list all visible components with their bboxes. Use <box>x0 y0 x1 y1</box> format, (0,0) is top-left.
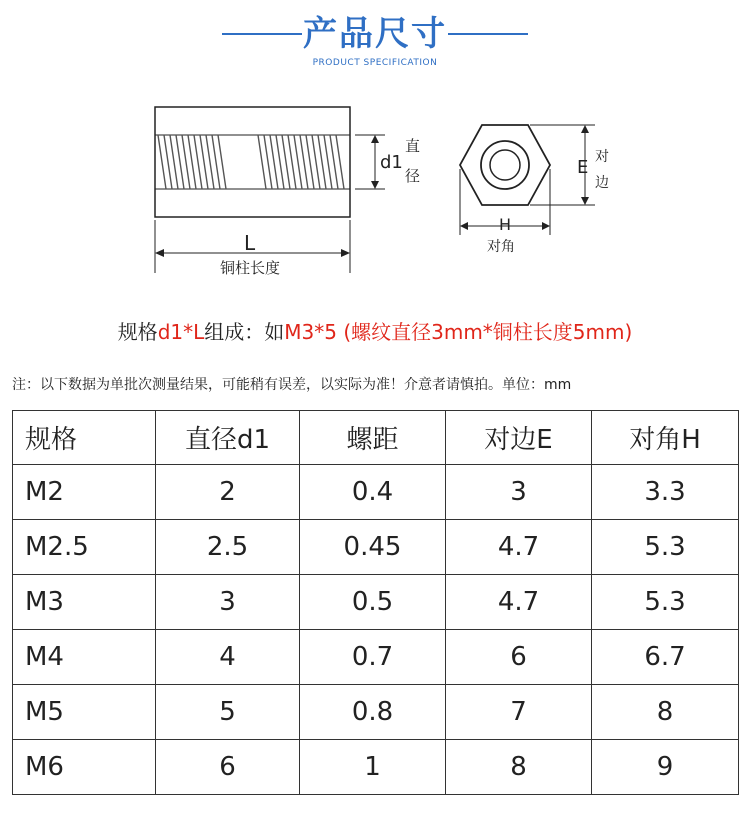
h-label: H <box>499 215 512 234</box>
cell-corner: 5.3 <box>592 575 739 630</box>
spec-middle: 组成：如 <box>204 320 285 344</box>
cell-flat: 7 <box>446 685 592 740</box>
table-row <box>13 740 739 795</box>
table-row <box>13 685 739 740</box>
cell-spec: M2.5 <box>13 520 156 575</box>
spec-format-line <box>0 316 750 345</box>
header-corner: 对角H <box>592 411 739 465</box>
cell-diameter: 3 <box>156 575 300 630</box>
cell-pitch: 0.5 <box>300 575 446 630</box>
header-diameter: 直径d1 <box>156 411 300 465</box>
cell-pitch: 0.45 <box>300 520 446 575</box>
cell-corner: 5.3 <box>592 520 739 575</box>
spec-prefix: 规格 <box>117 320 158 344</box>
cell-spec: M2 <box>13 465 156 520</box>
l-text: 铜柱长度 <box>220 259 281 277</box>
spec-example: M3*5 (螺纹直径3mm*铜柱长度5mm) <box>284 320 633 344</box>
cell-spec: M4 <box>13 630 156 685</box>
cell-corner: 6.7 <box>592 630 739 685</box>
header-flat: 对边E <box>446 411 592 465</box>
e-label: E <box>577 157 589 178</box>
e-text-2: 边 <box>595 175 609 191</box>
l-label: L <box>244 231 256 255</box>
cell-diameter: 6 <box>156 740 300 795</box>
cell-pitch: 0.8 <box>300 685 446 740</box>
hex-end-view <box>460 125 595 235</box>
cell-flat: 6 <box>446 630 592 685</box>
cell-spec: M3 <box>13 575 156 630</box>
table-row <box>13 575 739 630</box>
table-header-row <box>13 411 739 465</box>
standoff-side-view <box>155 107 385 273</box>
cell-flat: 8 <box>446 740 592 795</box>
standoff-diagram <box>140 95 620 285</box>
table-row <box>13 465 739 520</box>
cell-corner: 3.3 <box>592 465 739 520</box>
cell-diameter: 2.5 <box>156 520 300 575</box>
header-spec: 规格 <box>13 411 156 465</box>
cell-flat: 3 <box>446 465 592 520</box>
e-text-1: 对 <box>595 149 609 165</box>
measurement-note: 注：以下数据为单批次测量结果，可能稍有误差，以实际为准！介意者请慎拍。单位：mm <box>12 377 572 393</box>
cell-diameter: 4 <box>156 630 300 685</box>
cell-pitch: 0.4 <box>300 465 446 520</box>
cell-corner: 8 <box>592 685 739 740</box>
d1-text-2: 径 <box>405 167 421 185</box>
table-row <box>13 630 739 685</box>
page-subtitle: PRODUCT SPECIFICATION <box>312 58 438 68</box>
cell-corner: 9 <box>592 740 739 795</box>
d1-text-1: 直 <box>405 137 421 155</box>
spec-formula: d1*L <box>157 320 205 344</box>
spec-table <box>12 410 739 795</box>
cell-flat: 4.7 <box>446 575 592 630</box>
h-text: 对角 <box>487 239 515 255</box>
page-title: 产品尺寸 <box>303 14 447 54</box>
cell-spec: M5 <box>13 685 156 740</box>
cell-diameter: 2 <box>156 465 300 520</box>
cell-pitch: 1 <box>300 740 446 795</box>
table-row <box>13 520 739 575</box>
cell-diameter: 5 <box>156 685 300 740</box>
cell-flat: 4.7 <box>446 520 592 575</box>
d1-label: d1 <box>380 152 403 173</box>
cell-spec: M6 <box>13 740 156 795</box>
cell-pitch: 0.7 <box>300 630 446 685</box>
header-pitch: 螺距 <box>300 411 446 465</box>
